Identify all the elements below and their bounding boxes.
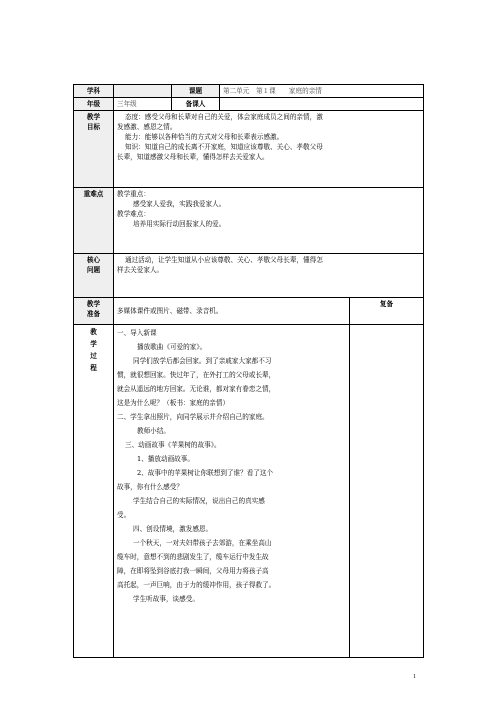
topic-label: 课题 (172, 85, 220, 98)
core-question-label-line1: 核心 (86, 256, 101, 264)
process-line: 三、动画故事《苹果树的故事》。 (125, 441, 221, 449)
process-line: 这是为什么呢？（板书：家庭的亲情） (117, 399, 230, 407)
preparation-label-line1: 教学 (86, 300, 101, 308)
process-line: 惯，就很想回家。快过年了，在外打工的父母或长辈， (117, 371, 276, 379)
process-line: 四、创设情境，激发感恩。 (133, 525, 213, 533)
review-label: 复备 (350, 298, 424, 325)
core-question-label (74, 254, 114, 298)
grade-row (74, 98, 424, 111)
objectives-label-line2: 目标 (86, 123, 101, 131)
objectives-content (114, 111, 424, 188)
key-points-row (74, 188, 424, 254)
preparation-label (74, 298, 114, 325)
process-label (74, 325, 114, 658)
process-line: 学生听故事，谈感受。 (133, 595, 199, 603)
header-row (74, 85, 424, 98)
key-points-line: 感受家人爱我，实践我爱家人。 (133, 200, 226, 208)
process-line: 2、故事中的苹果树让你联想到了谁？看了这个 (137, 469, 274, 477)
process-label-char: 程 (90, 364, 97, 372)
process-label-char: 教 (90, 328, 97, 336)
process-line: 故事，你有什么感受？ (117, 483, 183, 491)
lesson-plan-table (73, 84, 424, 658)
objectives-line: 态度：感受父母和长辈对自己的关爱，体会家庭成员之间的亲情，激 (125, 113, 323, 121)
process-line: 缆车时，意想不到的悲剧发生了，缆车运行中发生故 (117, 553, 269, 561)
objectives-line: 能力：能够以各种恰当的方式对父母和长辈表示感激。 (125, 133, 284, 141)
subject-label: 学科 (74, 85, 114, 98)
preparation-row (74, 298, 424, 325)
core-question-content (114, 254, 424, 298)
review-column (350, 325, 424, 658)
process-line: 一、导入新课 (117, 329, 157, 337)
core-question-row (74, 254, 424, 298)
preparation-value: 多媒体课件或图片、磁带、录音机。 (114, 298, 350, 325)
process-label-char: 过 (90, 352, 97, 360)
process-line: 教师小结。 (137, 427, 170, 435)
key-points-line: 培养用实际行动回报家人的爱。 (133, 220, 226, 228)
process-line: 就会从遥远的地方回家。无论谁，都对家有眷恋之情， (117, 385, 276, 393)
process-line: 二、学生拿出照片，向同学展示并介绍自己的家庭。 (117, 413, 269, 421)
process-label-char: 学 (90, 340, 97, 348)
preparer-value (220, 98, 424, 111)
preparer-label: 备课人 (172, 98, 220, 111)
process-line: 1、播放动画故事。 (137, 455, 194, 463)
process-line: 学生结合自己的实际情况，说出自己的真实感 (133, 497, 265, 505)
key-points-content (114, 188, 424, 254)
preparation-label-line2: 准备 (86, 310, 101, 318)
key-points-line: 教学难点： (117, 210, 150, 218)
process-line: 同学们放学后都会回家。到了亲戚家大家都不习 (133, 357, 272, 365)
process-line: 一个秋天，一对夫妇带孩子去郊游，在乘坐高山 (133, 539, 272, 547)
objectives-label (74, 111, 114, 188)
grade-value: 三年级 (114, 98, 172, 111)
process-line: 播放歌曲《可爱的家》。 (137, 343, 207, 351)
topic-value: 第二单元 第１课 家庭的亲情 (220, 85, 424, 98)
subject-value (114, 85, 172, 98)
page-number: 1 (413, 674, 416, 680)
core-question-line: 样去关爱家人。 (117, 266, 164, 274)
process-line: 受。 (117, 511, 131, 519)
grade-label: 年级 (74, 98, 114, 111)
process-row (74, 325, 424, 658)
process-line: 障，在即将坠到谷底打我一瞬间，父母用力将孩子高 (117, 567, 269, 575)
process-line: 高托起，一声巨响，由于力的缓冲作用，孩子得救了。 (117, 581, 276, 589)
objectives-line: 知识：知道自己的成长离不开家庭，知道应该尊敬、关心、孝敬父母 (125, 143, 323, 151)
objectives-row (74, 111, 424, 188)
process-content (114, 325, 350, 658)
key-points-label: 重难点 (74, 188, 114, 254)
objectives-line: 长辈，知道感激父母和长辈，懂得怎样去关爱家人。 (117, 153, 269, 161)
key-points-line: 教学重点： (117, 190, 150, 198)
objectives-line: 发感激、感恩之情。 (117, 123, 177, 131)
core-question-label-line2: 问题 (86, 266, 101, 274)
core-question-line: 通过活动，让学生知道从小应该尊敬、关心、孝敬父母长辈，懂得怎 (125, 256, 323, 264)
objectives-label-line1: 教学 (86, 113, 101, 121)
